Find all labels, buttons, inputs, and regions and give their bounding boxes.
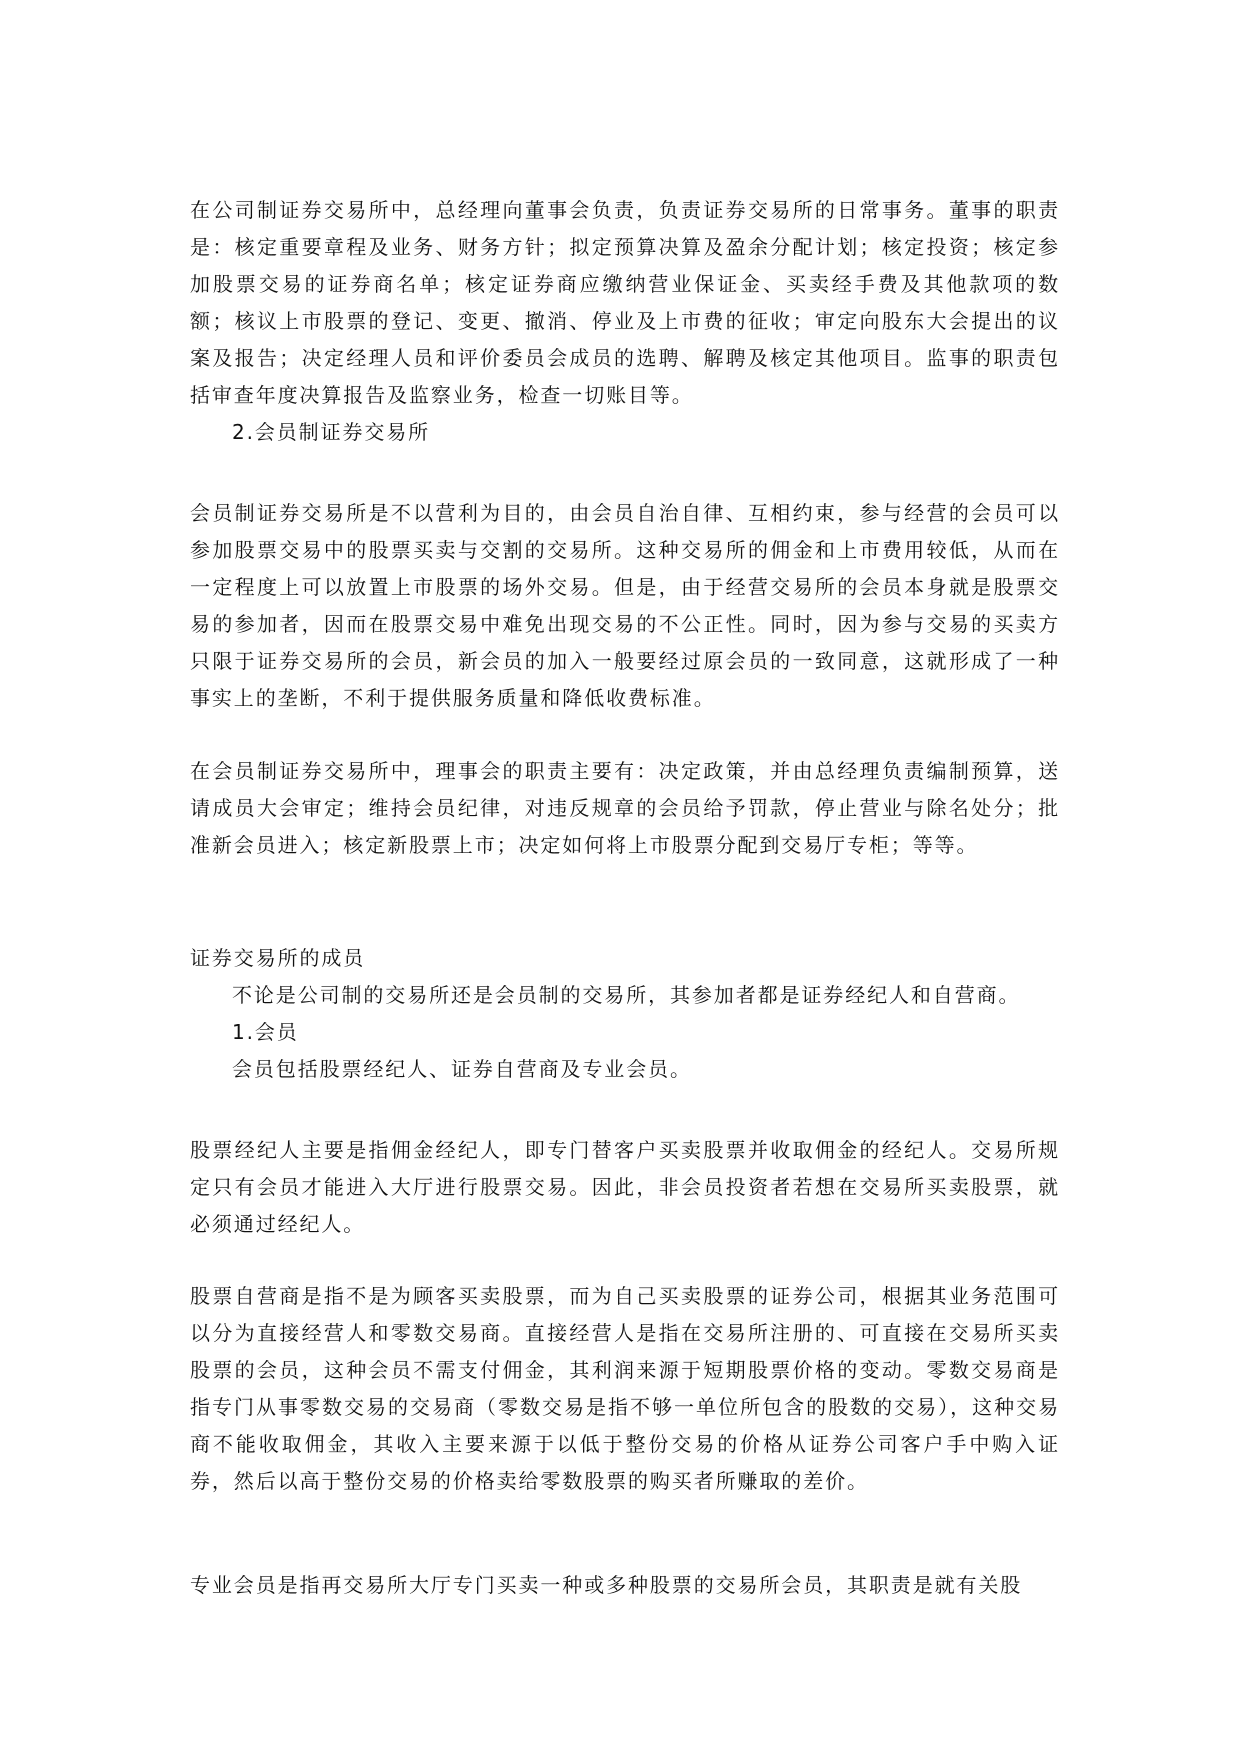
section-heading-exchange-members: 证券交易所的成员 — [190, 946, 366, 970]
paragraph-specialist: 专业会员是指再交易所大厅专门买卖一种或多种股票的交易所会员，其职责是就有关股 — [190, 1573, 1023, 1597]
section-heading-member-exchange: 2.会员制证券交易所 — [232, 420, 431, 444]
paragraph-stock-broker: 股票经纪人主要是指佣金经纪人，即专门替客户买卖股票并收取佣金的经纪人。交易所规定只有会员才能进入大厅进行股票交易。因此，非会员投资者若想在交易所买卖股票，就必须通过经纪人。 — [190, 1138, 1060, 1236]
paragraph-member-types: 会员包括股票经纪人、证券自营商及专业会员。 — [232, 1057, 692, 1081]
paragraph-participants: 不论是公司制的交易所还是会员制的交易所，其参加者都是证券经纪人和自营商。 — [232, 983, 1021, 1007]
paragraph-council-duties: 在会员制证券交易所中，理事会的职责主要有：决定政策，并由总经理负责编制预算，送请成员大会审定；维持会员纪律，对违反规章的会员给予罚款，停止营业与除名处分；批准新会员进入；核定新股票上市；决定如何将上市股票分配到交易厅专柜；等等。 — [190, 759, 1060, 857]
paragraph-dealer: 股票自营商是指不是为顾客买卖股票，而为自己买卖股票的证券公司，根据其业务范围可以分为直接经营人和零数交易商。直接经营人是指在交易所注册的、可直接在交易所买卖股票的会员，这种会员不需支付佣金，其利润来源于短期股票价格的变动。零数交易商是指专门从事零数交易的交易商（零数交易是指不够一单位所包含的股数的交易），这种交易商不能收取佣金，其收入主要来源于以低于整份交易的价格从证券公司客户手中购入证券，然后以高于整份交易的价格卖给零数股票的购买者所赚取的差价。 — [190, 1284, 1060, 1493]
section-heading-members: 1.会员 — [232, 1020, 299, 1044]
paragraph-member-exchange: 会员制证券交易所是不以营利为目的，由会员自治自律、互相约束，参与经营的会员可以参加股票交易中的股票买卖与交割的交易所。这种交易所的佣金和上市费用较低，从而在一定程度上可以放置上市股票的场外交易。但是，由于经营交易所的会员本身就是股票交易的参加者，因而在股票交易中难免出现交易的不公正性。同时，因为参与交易的买卖方只限于证券交易所的会员，新会员的加入一般要经过原会员的一致同意，这就形成了一种事实上的垄断，不利于提供服务质量和降低收费标准。 — [190, 501, 1060, 710]
paragraph-company-exchange-duties: 在公司制证券交易所中，总经理向董事会负责，负责证券交易所的日常事务。董事的职责是：核定重要章程及业务、财务方针；拟定预算决算及盈余分配计划；核定投资；核定参加股票交易的证券商名单；核定证券商应缴纳营业保证金、买卖经手费及其他款项的数额；核议上市股票的登记、变更、撤消、停业及上市费的征收；审定向股东大会提出的议案及报告；决定经理人员和评价委员会成员的选聘、解聘及核定其他项目。监事的职责包括审查年度决算报告及监察业务，检查一切账目等。 — [190, 198, 1060, 407]
